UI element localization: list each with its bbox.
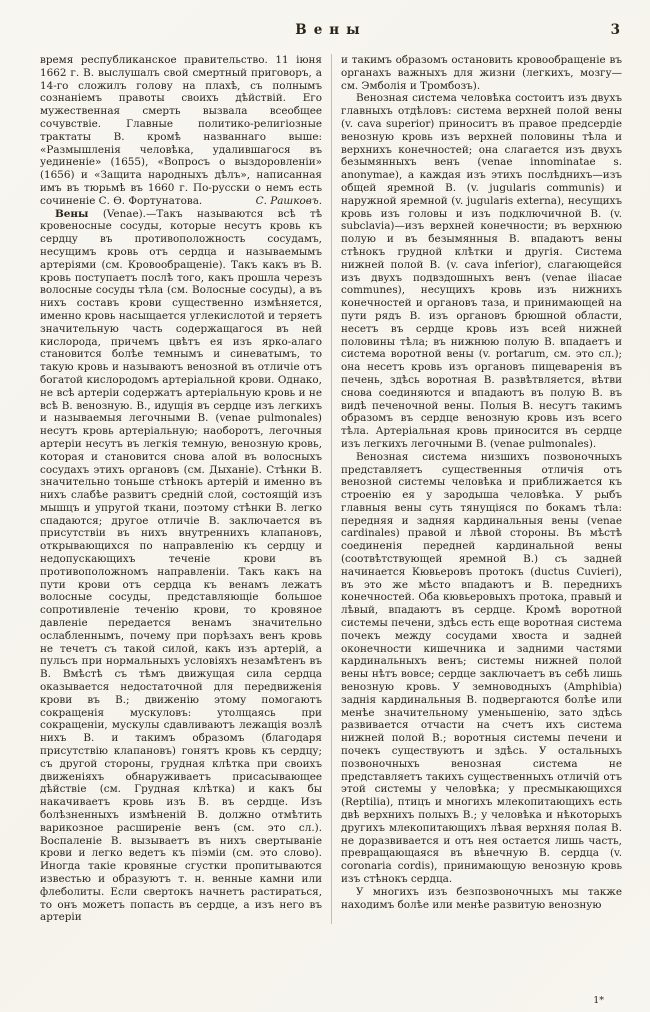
paragraph-vane-continuation	[40, 54, 322, 208]
text-columns	[40, 54, 622, 924]
left-column	[40, 54, 331, 924]
author-signature: С. Рашковъ.	[255, 194, 322, 207]
running-title: Вены	[295, 22, 367, 38]
entry-body-text: (Venae).—Такъ называются всѣ тѣ кровеносные сосуды, которые несутъ кровь къ сердцу въ противоположность сосудамъ, несущимъ кровь отъ сердца и называемымъ артеріями (см. Кровообращеніе). Такъ какъ въ В. кровь поступаетъ послѣ того, какъ прошла черезъ волосные сосуды тѣла (см. Волосные сосуды), а въ нихъ составъ крови существенно измѣняется, именно кровь насыщается углекислотой и теряетъ значительную часть содержащагося въ ней кислорода, причемъ цвѣтъ ея изъ ярко-алаго становится болѣе темнымъ и синеватымъ, то такую кровь и называютъ венозной въ отличіе отъ богатой кислородомъ артеріальной крови. Однако, не всѣ артеріи содержатъ артеріальную кровь и не всѣ В. венозную. В., идущія въ сердце изъ легкихъ и называемыя легочными В. (venae pulmonales) несутъ кровь артеріальную; наоборотъ, легочныя артеріи несутъ въ легкія темную, венозную кровь, которая и становится снова алой въ волосныхъ сосудахъ этихъ органовъ (см. Дыханіе). Стѣнки В. значительно тоньше стѣнокъ артерій и именно въ нихъ слабѣе развитъ средній слой, состоящій изъ мышцъ и упругой ткани, поэтому стѣнки В. легко спадаются; другое отличіе В. заключается въ присутствіи въ нихъ внутреннихъ клапановъ, открывающихся по направленію къ сердцу и недопускающихъ теченіе крови въ противоположномъ направленіи. Такъ какъ на пути крови отъ сердца къ венамъ лежатъ волосные сосуды, представляющіе большое сопротивленіе теченію крови, то кровяное давленіе передается венамъ значительно ослабленнымъ, почему при порѣзахъ венъ кровь не течетъ съ такой силой, какъ изъ артерій, а пульсъ при нормальныхъ условіяхъ незамѣтенъ въ В. Вмѣстѣ съ тѣмъ движущая сила сердца оказывается недостаточной для передвиженія крови въ В.; движенію этому помогаютъ сокращенія мускуловъ: утолщаясь при сокращеніи, мускулы сдавливаютъ лежащія возлѣ нихъ В. и такимъ образомъ (благодаря присутствію клапановъ) гонятъ кровь къ сердцу; съ другой стороны, грудная клѣтка при своихъ движеніяхъ обнаруживаетъ присасывающее дѣйствіе (см. Грудная клѣтка) и какъ бы накачиваетъ кровь изъ В. въ сердце. Изъ болѣзненныхъ измѣненій В. должно отмѣтить варикозное расширеніе венъ (см. это сл.). Воспаленіе В. вызываетъ въ нихъ свертываніе крови и легко ведетъ къ піэміи (см. это слово). Иногда такіе кровяные сгустки пропитываются известью и образуютъ т. н. венные камни или флеболиты. Если свертокъ начнетъ растираться, то онъ можетъ попасть въ сердце, а изъ него въ артеріи	[40, 207, 322, 924]
paragraph-entry-continuation: и такимъ образомъ остановить кровообращеніе въ органахъ важныхъ для жизни (легкихъ, мозгу—см. Эмболія и Тромбозъ).	[341, 54, 622, 92]
signature-mark: 1*	[593, 995, 604, 1006]
page-header	[40, 22, 622, 42]
vane-continuation-text: время республиканское правительство. 11 іюня 1662 г. В. выслушалъ свой смертный приговоръ, а 14-го сложилъ голову на плахѣ, съ полнымъ сознаніемъ правоты своихъ дѣйствій. Его мужественная смерть вызвала всеобщее сочувствіе. Главные политико-религіозные трактаты В. кромѣ названнаго выше: «Размышленія человѣка, удалившагося въ уединеніе» (1655), «Вопросъ о выздоровленіи» (1656) и «Защита народныхъ дѣлъ», написанная имъ въ тюрьмѣ въ 1660 г. По-русски о немъ есть сочиненіе С. Ѳ. Фортунатова.	[40, 54, 322, 207]
paragraph-veny-entry	[40, 208, 322, 925]
paragraph-venous-system-vertebrates: Венозная система низшихъ позвоночныхъ представляетъ существенныя отличія отъ венозной системы человѣка и приближается къ строенію ея у зародыша человѣка. У рыбъ главныя вены суть тянущіяся по бокамъ тѣла: передняя и задняя кардинальныя вены (venae cardinales) правой и лѣвой стороны. Въ мѣстѣ соединенія передней кардинальной вены (соотвѣтствующей яремной В.) съ задней начинается Кювьеровъ протокъ (ductus Cuvieri), въ это же мѣсто впадаютъ и В. переднихъ конечностей. Оба кювьеровыхъ протока, правый и лѣвый, впадаютъ въ сердце. Кромѣ воротной системы печени, здѣсь есть еще воротная система почекъ между сосудами хвоста и задней оконечности кишечника и задними частями кардинальныхъ венъ; системы нижней полой вены нѣтъ вовсе; сердце заключаетъ въ себѣ лишь венозную кровь. У земноводныхъ (Amphibia) заднія кардинальныя В. подвергаются болѣе или менѣе значительному уменьшенію, зато здѣсь развивается отчасти на счетъ ихъ система нижней полой В.; воротныя системы печени и почекъ существуютъ и здѣсь. У остальныхъ позвоночныхъ венозная система не представляетъ такихъ существенныхъ отличій отъ этой системы у человѣка; у пресмыкающихся (Reptilia), птицъ и многихъ млекопитающихъ есть двѣ верхнихъ полыхъ В.; у человѣка и нѣкоторыхъ другихъ млекопитающихъ лѣвая верхняя полая В. не доразвивается и отъ нея остается лишь часть, превращающаяся въ вѣнечную В. сердца (v. coronaria cordis), принимающую венозную кровь изъ стѣнокъ сердца.	[341, 450, 622, 885]
paragraph-venous-system-human: Венозная система человѣка состоитъ изъ двухъ главныхъ отдѣловъ: система верхней полой вены (v. cava superior) приноситъ въ правое предсердіе венозную кровь изъ верхней половины тѣла и верхнихъ конечностей; она слагается изъ двухъ безымянныхъ венъ (venae innominatae s. anonymae), а каждая изъ этихъ послѣднихъ—изъ общей яремной В. (v. jugularis communis) и наружной яремной (v. jugularis externa), несущихъ кровь изъ головы и изъ подключичной В. (v. subclavia)—изъ верхней конечности; въ верхнюю полую и въ безымянныя В. впадаютъ вены стѣнокъ грудной клѣтки и другія. Система нижней полой В. (v. cava inferior), слагающейся изъ двухъ подвздошныхъ венъ (venae iliacae communes), несущихъ кровь изъ нижнихъ конечностей и органовъ таза, и принимающей на пути рядъ В. изъ органовъ брюшной области, несетъ въ сердце кровь изъ всей нижней половины тѣла; въ нижнюю полую В. впадаетъ и система воротной вены (v. portarum, см. это сл.); она несетъ кровь изъ органовъ пищеваренія въ печень, здѣсь воротная В. развѣтвляется, вѣтви снова соединяются и впадаютъ въ полую В. въ видѣ печеночной вены. Полыя В. несутъ такимъ образомъ въ сердце венозную кровь изъ всего тѣла. Артеріальная кровь приносится въ сердце изъ легкихъ легочными В. (venae pulmonales).	[341, 92, 622, 450]
entry-headword: Вены	[55, 207, 89, 220]
right-column	[331, 54, 622, 924]
page-number: 3	[610, 22, 620, 38]
paragraph-invertebrates-start: У многихъ изъ безпозвоночныхъ мы также находимъ болѣе или менѣе развитую венозную	[341, 885, 622, 911]
